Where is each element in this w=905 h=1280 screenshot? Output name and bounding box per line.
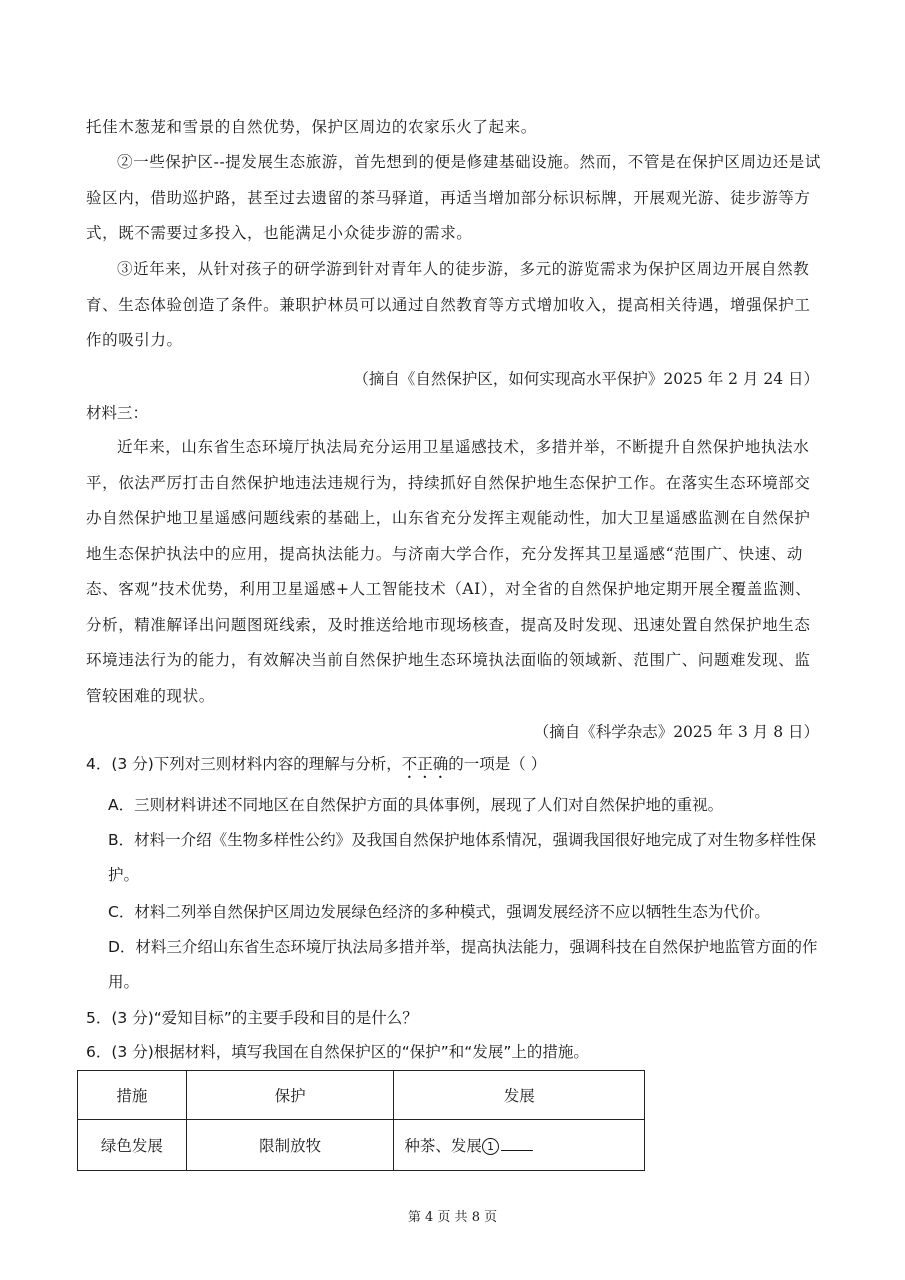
question-4-option-c: C．材料二列举自然保护区周边发展绿色经济的多种模式，强调发展经济不应以牺牲生态为代价。 — [108, 903, 770, 921]
material3-body: 近年来，山东省生态环境厅执法局充分运用卫星遥感技术，多措并举，不断提升自然保护地执法水平，依法严厉打击自然保护地违法违规行为，持续抓好自然保护地生态保护工作。在落实生态环境部交办自然保护地卫星遥感问题线索的基础上，山东省充分发挥主观能动性，加大卫星遥感监测在自然保护地生态保护执法中的应用，提高执法能力。与济南大学合作，充分发挥其卫星遥感“范围广、快速、动态、客观”技术优势，利用卫星遥感+人工智能技术（AI），对全省的自然保护地定期开展全覆盖监测、分析，精准解译出问题图斑线索，及时推送给地市现场核查，提高及时发现、迅速处置自然保护地生态环境违法行为的能力，有效解决当前自然保护地生态环境执法面临的领域新、范围广、问题难发现、监管较困难的现状。 — [86, 438, 812, 705]
cell-protect: 限制放牧 — [186, 1120, 394, 1171]
header-measure: 措施 — [78, 1071, 187, 1120]
question-4-option-a: A．三则材料讲述不同地区在自然保护方面的具体事例，展现了人们对自然保护地的重视。 — [108, 796, 724, 814]
material2-paragraph-3: ③近年来，从针对孩子的研学游到针对青年人的徒步游，多元的游览需求为保护区周边开展自然教育、生态体验创造了条件。兼职护林员可以通过自然教育等方式增加收入，提高相关待遇，增强保护工作的吸引力。 — [86, 260, 811, 349]
blank-number-circle: 1 — [482, 1138, 499, 1155]
cell-measure: 绿色发展 — [78, 1120, 187, 1171]
page-footer: 第 4 页 共 8 页 — [407, 1210, 498, 1225]
question-4-emphasis: 不正确 — [401, 755, 449, 773]
question-5-stem: 5．(3 分)“爱知目标”的主要手段和目的是什么？ — [86, 1009, 418, 1027]
question-4-option-d: D．材料三介绍山东省生态环境厅执法局多措并举，提高执法能力，强调科技在自然保护地监管方面的作用。 — [108, 938, 818, 991]
header-develop: 发展 — [394, 1071, 645, 1120]
question-6-stem: 6．(3 分)根据材料，填写我国在自然保护区的“保护”和“发展”上的措施。 — [86, 1043, 589, 1061]
table-row — [78, 1120, 645, 1171]
header-protect: 保护 — [186, 1071, 394, 1120]
material3-source: （摘自《科学杂志》2025 年 3 月 8 日） — [533, 723, 819, 741]
measures-table — [77, 1070, 645, 1171]
question-4-stem-pre: 4．(3 分)下列对三则材料内容的理解与分析， — [86, 755, 402, 773]
question-4-stem-post: 的一项是（ ） — [448, 755, 547, 773]
material2-source: （摘自《自然保护区，如何实现高水平保护》2025 年 2 月 24 日） — [353, 370, 819, 388]
table-header-row — [78, 1071, 645, 1120]
cell-develop-text: 种茶、发展 — [404, 1137, 482, 1155]
cell-develop — [394, 1120, 645, 1171]
question-4-stem — [86, 749, 546, 782]
material2-paragraph-tail: 托佳木葱茏和雪景的自然优势，保护区周边的农家乐火了起来。 — [86, 118, 537, 136]
material3-label: 材料三： — [86, 404, 149, 422]
answer-blank[interactable] — [501, 1136, 533, 1151]
question-4-option-b: B．材料一介绍《生物多样性公约》及我国自然保护地体系情况，强调我国很好地完成了对生物多样性保护。 — [108, 831, 817, 884]
material2-paragraph-2: ②一些保护区--提发展生态旅游，首先想到的便是修建基础设施。然而，不管是在保护区周边还是试验区内，借助巡护路，甚至过去遗留的茶马驿道，再适当增加部分标识标牌，开展观光游、徒步游等方式，既不需要过多投入，也能满足小众徒步游的需求。 — [86, 153, 821, 242]
